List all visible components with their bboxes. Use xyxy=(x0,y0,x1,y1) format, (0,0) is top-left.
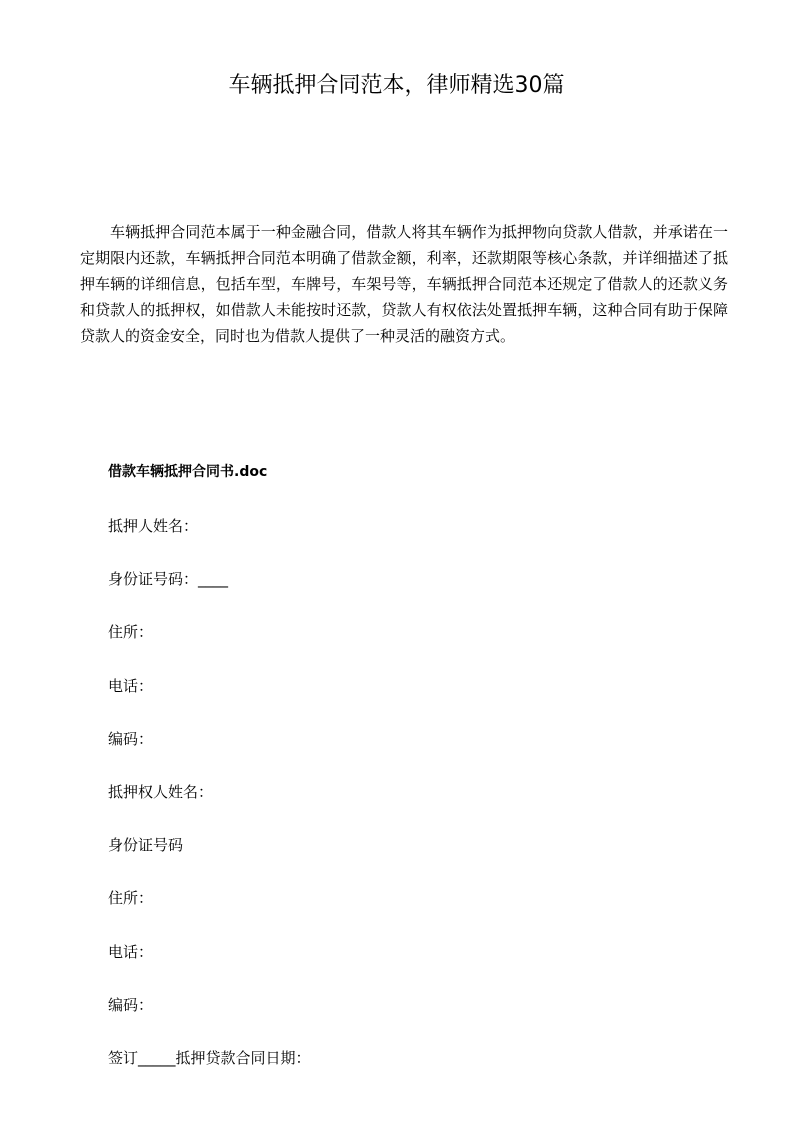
field-mortgagee-postcode: 编码： xyxy=(108,996,154,1014)
field-mortgagor-postcode: 编码： xyxy=(108,730,154,748)
field-mortgagor-address: 住所： xyxy=(108,623,154,641)
field-mortgagor-phone: 电话： xyxy=(108,677,154,695)
document-title: 车辆抵押合同范本，律师精选30篇 xyxy=(228,73,565,98)
intro-paragraph: 车辆抵押合同范本属于一种金融合同，借款人将其车辆作为抵押物向贷款人借款，并承诺在一定期限内还款，车辆抵押合同范本明确了借款金额，利率，还款期限等核心条款，并详细描述了抵押车辆的详细信息，包括车型，车牌号，车架号等，车辆抵押合同范本还规定了借款人的还款义务和贷款人的抵押权，如借款人未能按时还款，贷款人有权依法处置抵押车辆，这种合同有助于保障贷款人的资金安全，同时也为借款人提供了一种灵活的融资方式。 xyxy=(80,223,728,345)
field-mortgagee-id: 身份证号码 xyxy=(108,836,184,854)
field-mortgagee-phone: 电话： xyxy=(108,943,154,961)
field-mortgagor-id: 身份证号码：____ xyxy=(108,570,229,588)
field-mortgagee-address: 住所： xyxy=(108,889,154,907)
field-signing-date: 签订_____抵押贷款合同日期： xyxy=(108,1049,311,1067)
field-mortgagee-name: 抵押权人姓名： xyxy=(108,783,214,801)
contract-heading: 借款车辆抵押合同书.doc xyxy=(108,464,268,480)
field-mortgagor-name: 抵押人姓名： xyxy=(108,517,199,535)
